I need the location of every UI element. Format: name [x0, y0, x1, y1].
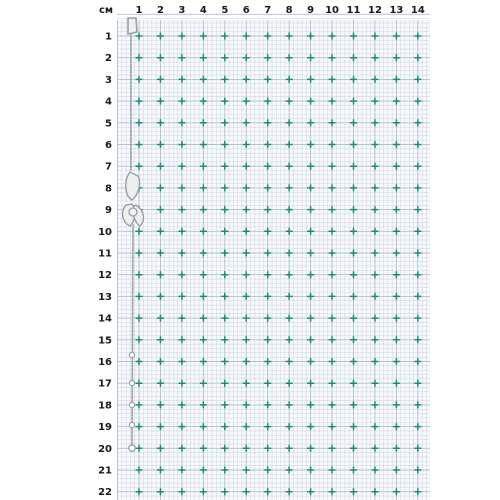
chain-lower [132, 225, 133, 445]
y-axis-label: 17 [98, 378, 112, 390]
x-axis-label: 1 [135, 5, 143, 16]
y-axis-label: 13 [98, 291, 112, 303]
x-axis-label: 4 [199, 5, 207, 16]
y-axis-label: 8 [105, 183, 112, 195]
y-axis-label: 4 [105, 96, 112, 108]
x-axis-label: 7 [264, 5, 272, 16]
y-axis-label: 15 [98, 335, 112, 347]
y-axis-label: 14 [98, 313, 112, 325]
y-axis-label: 21 [98, 465, 112, 477]
y-axis-label: 6 [105, 140, 112, 151]
bead-3 [129, 402, 134, 407]
x-axis-label: 11 [346, 5, 361, 16]
x-axis-label: 2 [156, 5, 164, 16]
y-axis-label: 7 [105, 161, 112, 173]
x-axis-label: 8 [285, 5, 293, 16]
y-axis-labels [98, 32, 112, 499]
y-axis-label: 2 [105, 53, 112, 65]
clasp [128, 18, 137, 34]
y-axis-label: 3 [105, 74, 112, 86]
y-axis-label: 11 [98, 248, 112, 260]
y-axis-label: 12 [98, 270, 112, 282]
y-axis-label: 5 [105, 118, 112, 130]
y-axis-label: 1 [105, 31, 112, 43]
grid-background [117, 20, 430, 500]
y-axis-label: 16 [98, 357, 112, 368]
y-axis-label: 18 [98, 400, 112, 412]
x-axis-label: 9 [307, 5, 315, 16]
x-axis-label: 14 [410, 5, 425, 16]
y-axis-label: 9 [105, 205, 112, 217]
x-axis-label: 3 [178, 5, 186, 16]
x-axis-label: 6 [242, 5, 250, 16]
x-axis-label: 5 [221, 5, 229, 16]
x-axis-label: 10 [325, 5, 340, 16]
unit-label: см [98, 5, 114, 16]
bead-2 [129, 380, 134, 385]
bead-1 [129, 352, 134, 357]
bead-4 [129, 422, 134, 427]
end-ring [129, 445, 135, 451]
y-axis-label: 22 [98, 487, 112, 499]
y-axis-label: 10 [98, 226, 112, 238]
y-axis-label: 19 [98, 422, 112, 434]
pendant-ring [129, 208, 137, 216]
x-axis-label: 12 [367, 5, 382, 16]
y-axis-label: 20 [98, 443, 112, 455]
x-axis-label: 13 [389, 5, 404, 16]
